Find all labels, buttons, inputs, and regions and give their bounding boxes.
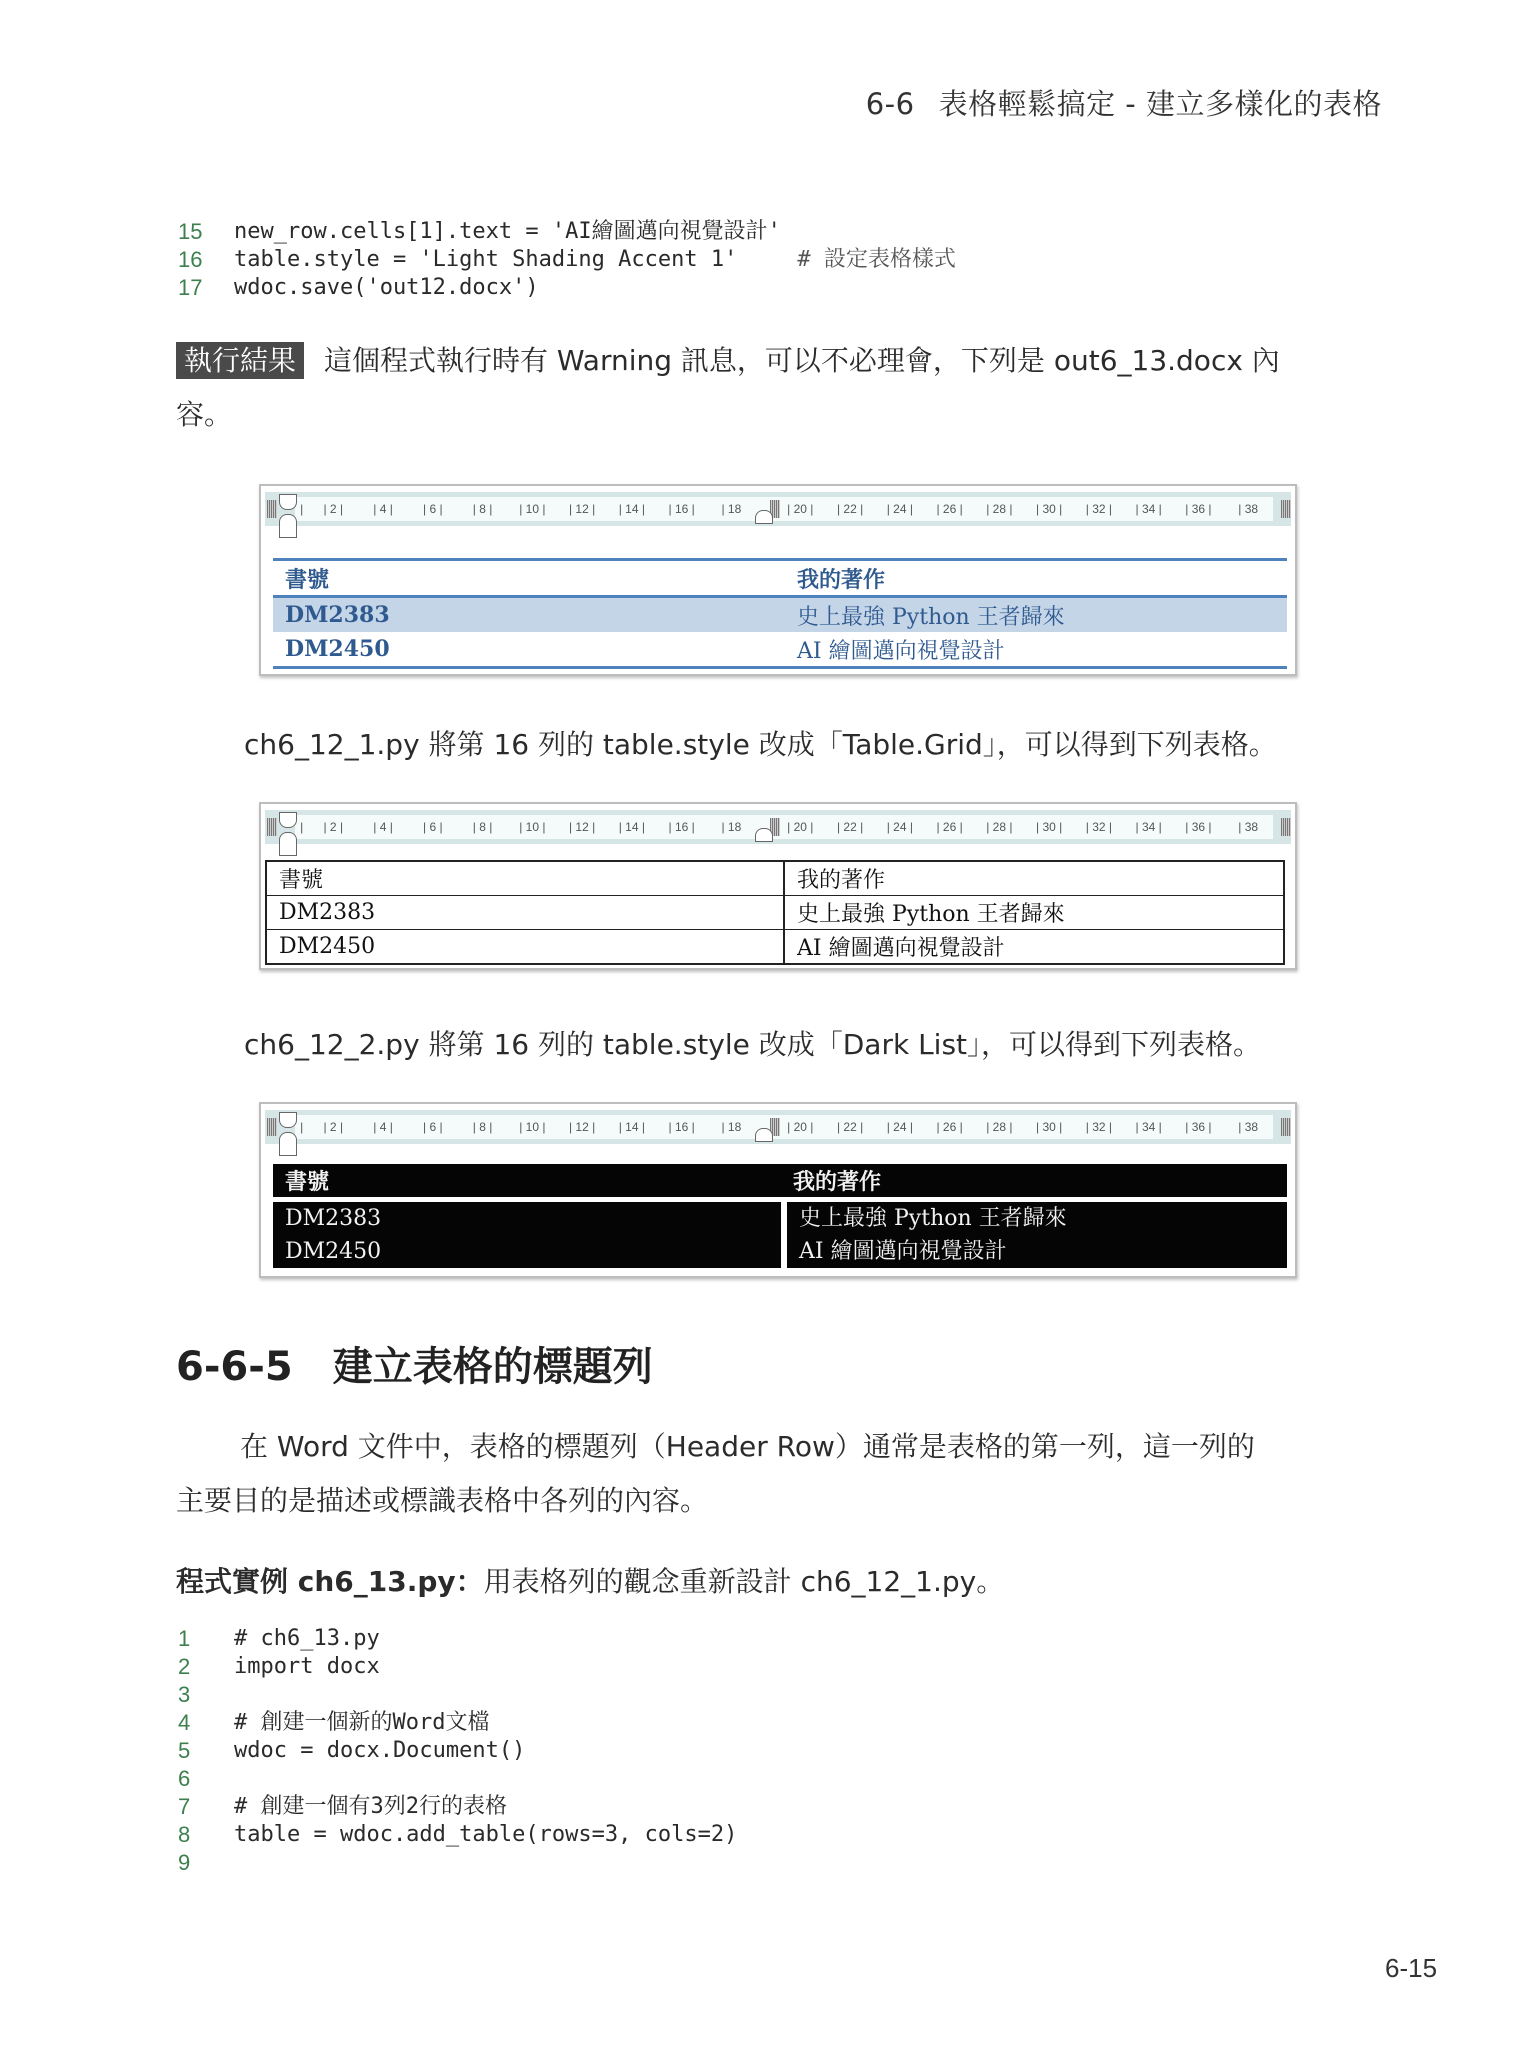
ruler-tick: | 32 | [1085,502,1113,516]
table-cell[interactable]: 史上最強 Python 王者歸來 [797,902,1065,927]
ruler-tick: | 20 | [787,502,814,516]
code-line [178,1821,737,1849]
ruler-tick: | 14 | [618,502,645,516]
ruler-tick: | 14 | [618,820,645,834]
header-cell[interactable]: 我的著作 [793,1169,882,1195]
ruler-tick: | 8 | [472,820,493,834]
caption-grid: ch6_12_1.py 將第 16 列的 table.style 改成「Table.Grid」，可以得到下列表格。 [244,728,1277,761]
code-text: # 創建一個新的Word文檔 [234,1710,490,1735]
table-cell[interactable]: 史上最強 Python 王者歸來 [797,604,1065,630]
paragraph-line1: 在 Word 文件中，表格的標題列（Header Row）通常是表格的第一列，這一列的 [240,1430,1255,1463]
ruler [265,810,1291,844]
hanging-indent-icon[interactable] [279,1132,297,1156]
ruler-tick: | 2 | [323,820,344,834]
section-heading [176,1335,653,1392]
hanging-indent-icon[interactable] [279,832,297,856]
header-section-number: 6-6 [865,87,915,121]
line-number: 6 [178,1766,191,1791]
dark-list-table [273,1164,1287,1268]
first-line-indent-icon[interactable] [279,494,297,510]
ruler-tick: | 28 | [986,502,1013,516]
code-text: new_row.cells[1].text = 'AI繪圖邁向視覺設計' [234,219,781,244]
table-cell[interactable]: DM2450 [285,1239,382,1264]
first-line-indent-icon[interactable] [279,812,297,828]
ruler-tick: | 18 [721,1120,742,1134]
line-number: 17 [178,275,203,300]
ruler-tick: | 24 | [886,1120,913,1134]
code-line [178,1653,737,1681]
ruler-tick: | [300,502,304,516]
code-text: # ch6_13.py [234,1626,380,1651]
code-line [178,274,956,302]
right-indent-icon[interactable] [755,828,773,842]
header-cell[interactable]: 書號 [285,566,330,593]
header-cell[interactable]: 書號 [267,862,785,895]
ruler-tick: | 16 | [668,820,695,834]
ruler-margin-marker[interactable] [1281,500,1291,518]
code-comment: # 設定表格樣式 [797,247,956,272]
ruler-margin-marker [267,818,277,836]
example-title [176,1560,1004,1600]
ruler-tick: | 10 | [519,502,546,516]
light-shading-table [273,558,1287,669]
ruler-tick: | 2 | [323,502,344,516]
hanging-indent-icon[interactable] [279,514,297,538]
ruler-tick: | 28 | [986,820,1013,834]
ruler-ticks [295,1115,1273,1139]
ruler-margin-marker[interactable] [1281,1118,1291,1136]
ruler-tick: | 8 | [472,502,493,516]
ruler-tick: | 28 | [986,1120,1013,1134]
table-header-row [273,558,1287,598]
ruler-tick: | 24 | [886,502,913,516]
running-header [866,82,1382,123]
code-line [178,1681,737,1709]
line-number: 4 [178,1710,191,1735]
code-line [178,1793,737,1821]
table-row [273,598,1287,632]
code-line [178,218,956,246]
ruler-tick: | 20 | [787,1120,814,1134]
table-cell[interactable]: AI 繪圖邁向視覺設計 [797,936,1005,961]
ruler-tick: | 18 [721,820,742,834]
ruler-tick: | 6 | [423,1120,443,1134]
code-line [178,246,956,274]
result-label: 執行結果 [176,342,304,379]
ruler-tick: | 36 | [1185,820,1212,834]
ruler-tick: | 34 | [1135,1120,1162,1134]
ruler-tick: | 10 | [519,820,546,834]
caption-dark: ch6_12_2.py 將第 16 列的 table.style 改成「Dark List」，可以得到下列表格。 [244,1028,1262,1061]
table-body [273,1202,1287,1268]
ruler-tick: | 30 | [1036,820,1063,834]
ruler-tick: | 12 | [568,1120,596,1134]
ruler-tick: | 36 | [1185,502,1212,516]
ruler-tick: | 18 [721,502,742,516]
table-row [273,632,1287,669]
ruler-tick: | 4 | [373,1120,393,1134]
table-cell[interactable]: DM2383 [285,1206,382,1231]
example-description: 用表格列的觀念重新設計 ch6_12_1.py。 [483,1565,1005,1598]
code-line [178,1709,737,1737]
table-cell[interactable]: 史上最強 Python 王者歸來 [799,1206,1067,1231]
code-text: # 創建一個有3列2行的表格 [234,1794,507,1819]
header-title: 表格輕鬆搞定 - 建立多樣化的表格 [938,87,1382,121]
section-paragraph [176,1420,1386,1528]
ruler-tick: | 6 | [423,502,443,516]
ruler-tick: | 34 | [1135,820,1162,834]
ruler-tick: | 38 [1238,502,1259,516]
code-line [178,1849,737,1877]
code-line [178,1765,737,1793]
screenshot-grid-table [259,802,1297,970]
table-cell[interactable]: DM2450 [285,636,390,662]
ruler-tick: | 24 | [886,820,913,834]
line-number: 7 [178,1794,191,1819]
ruler-tick: | 2 | [323,1120,344,1134]
ruler-tick: | 26 | [936,820,963,834]
section-title: 建立表格的標題列 [332,1344,653,1390]
line-number: 15 [178,219,203,244]
code-snippet-top [178,218,956,302]
code-snippet-bottom [178,1625,737,1877]
screenshot-light-shading-table [259,484,1297,676]
ruler-tick: | 38 [1238,820,1259,834]
result-text-line2: 容。 [176,398,233,431]
ruler-tick: | 4 | [373,820,393,834]
ruler-margin-marker[interactable] [1281,818,1291,836]
table-cell[interactable]: DM2383 [267,896,785,929]
first-line-indent-icon[interactable] [279,1112,297,1128]
grid-table [265,860,1285,965]
table-column-1 [273,1202,781,1268]
ruler-tick: | 8 | [472,1120,493,1134]
table-cell[interactable]: AI 繪圖邁向視覺設計 [799,1239,1007,1264]
table-cell[interactable]: DM2450 [267,930,785,963]
line-number: 1 [178,1626,191,1651]
paragraph-line2: 主要目的是描述或標識表格中各列的內容。 [176,1484,709,1517]
ruler-tick: | 34 | [1135,502,1162,516]
table-header-row [267,862,1283,896]
code-text: table.style = 'Light Shading Accent 1' [234,247,738,272]
ruler-tick: | 38 [1238,1120,1259,1134]
code-line [178,1737,737,1765]
ruler-tick: | 16 | [668,1120,695,1134]
table-row [267,930,1283,963]
ruler-margin-marker [267,500,277,518]
table-row [267,896,1283,930]
ruler-tick: | 14 | [618,1120,645,1134]
ruler-tick: | 12 | [568,502,596,516]
ruler-tick: | 22 | [836,820,864,834]
ruler-tick: | 22 | [836,1120,864,1134]
table-cell[interactable]: DM2383 [285,602,390,628]
line-number: 5 [178,1738,191,1763]
ruler-tick: | 36 | [1185,1120,1212,1134]
right-indent-icon[interactable] [755,510,773,524]
ruler-tick: | 30 | [1036,502,1063,516]
ruler-margin-marker [267,1118,277,1136]
ruler-tick: | 32 | [1085,820,1113,834]
line-number: 8 [178,1822,191,1847]
ruler-tick: | 16 | [668,502,695,516]
line-number: 3 [178,1682,191,1707]
code-text: wdoc = docx.Document() [234,1738,526,1763]
ruler-tick: | 26 | [936,502,963,516]
ruler-tick: | 20 | [787,820,814,834]
ruler [265,492,1291,526]
ruler-tick: | 12 | [568,820,596,834]
ruler-tick: | 22 | [836,502,864,516]
line-number: 2 [178,1654,191,1679]
ruler-ticks [295,815,1273,839]
ruler-tick: | 32 | [1085,1120,1113,1134]
header-cell[interactable]: 我的著作 [797,868,886,893]
right-indent-icon[interactable] [755,1128,773,1142]
example-label: 程式實例 ch6_13.py： [176,1565,484,1598]
ruler-tick: | 6 | [423,820,443,834]
header-cell[interactable]: 書號 [285,1169,330,1195]
code-text: wdoc.save('out12.docx') [234,275,539,300]
ruler-tick: | 30 | [1036,1120,1063,1134]
line-number: 16 [178,247,203,272]
table-header-row [273,1164,1287,1197]
screenshot-dark-list-table [259,1102,1297,1278]
ruler-tick: | 4 | [373,502,393,516]
code-text: import docx [234,1654,380,1679]
table-cell[interactable]: AI 繪圖邁向視覺設計 [797,638,1005,664]
section-number: 6-6-5 [176,1344,293,1390]
result-text-line1: 這個程式執行時有 Warning 訊息，可以不必理會，下列是 out6_13.docx 內 [324,344,1280,377]
ruler-tick: | 26 | [936,1120,963,1134]
code-text: table = wdoc.add_table(rows=3, cols=2) [234,1822,738,1847]
code-line [178,1625,737,1653]
result-paragraph [176,334,1376,442]
ruler-tick: | [300,820,304,834]
ruler-tick: | 10 | [519,1120,546,1134]
table-column-2 [787,1202,1287,1268]
page-number: 6-15 [1385,1953,1438,1983]
ruler [265,1110,1291,1144]
header-cell[interactable]: 我的著作 [797,566,886,593]
line-number: 9 [178,1850,191,1875]
ruler-tick: | [300,1120,304,1134]
ruler-ticks [295,497,1273,521]
